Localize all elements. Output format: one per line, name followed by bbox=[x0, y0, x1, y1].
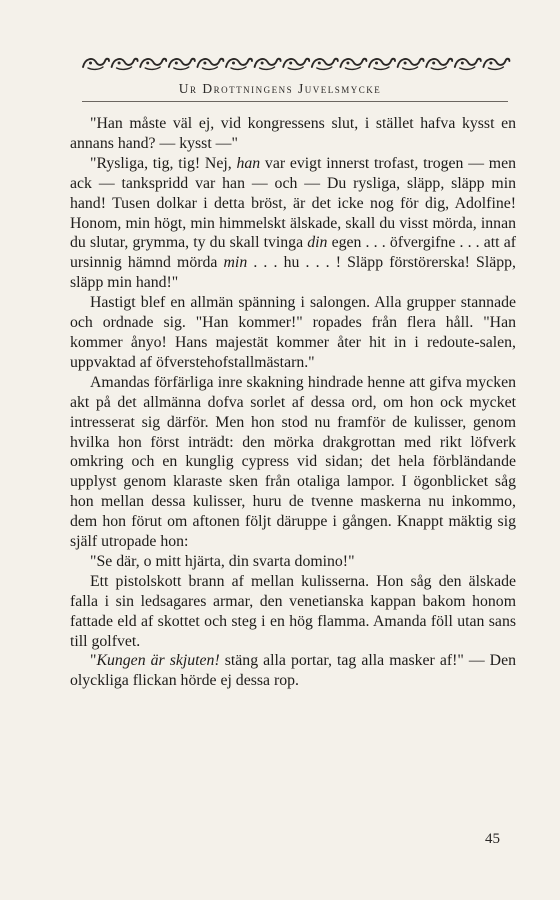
paragraph-2 bbox=[70, 154, 516, 293]
body-text bbox=[70, 114, 516, 691]
paragraph-5 bbox=[70, 552, 516, 572]
text-run: Amandas förfärliga inre skakning hindrade henne att gifva mycken akt på det allmänna dofva sorlet af dessa ord, om hon ock mycket intresserat sig därför. Men hon stod nu framför de kulisser, genom hvilka hon först inträdt: den mörka drakgrottan med rikt löfverk omkring och en kunglig cypress vid sidan; det hela förbländande upplyst genom klaraste sken från otaliga lampor. I ögonblicket såg hon mellan dessa kulisser, huru de tvenne maskerna nu inkommo, dem hon förut om aftonen följt däruppe i gången. Knappt mäktig sig själf utropade hon: bbox=[70, 373, 516, 551]
text-run: "Han måste väl ej, vid kongressens slut, i stället hafva kysst en annans hand? — kysst —" bbox=[70, 115, 516, 152]
text-run: "Rysliga, tig, tig! Nej, bbox=[90, 154, 237, 172]
text-run: Ett pistolskott brann af mellan kulisserna. Hon såg den älskade falla i sin ledsagares armar, den venetianska kappan bakom honom fattade eld af skottet och steg i en hög flamma. Amanda föll utan sans till golfvet. bbox=[70, 572, 516, 650]
italic-text: han bbox=[236, 154, 261, 172]
running-header-title: Ur Drottningens Juvelsmycke bbox=[178, 81, 382, 96]
text-run: " bbox=[90, 652, 97, 670]
paragraph-4 bbox=[70, 373, 516, 552]
text-run: . . . hu . . . ! Släpp förstörerska! Släpp, släpp min hand!" bbox=[70, 254, 516, 292]
header-ornament-border bbox=[82, 55, 514, 71]
italic-text: Kungen är skjuten! bbox=[96, 652, 220, 670]
text-run: Hastigt blef en allmän spänning i salongen. Alla grupper stannade och ordnade sig. "Han kommer!" ropades från flera håll. "Han kommer ånyo! Hans majestät kommer åter hit in i redoute-salen, uppvaktad af öfverstehofstallmästarn." bbox=[70, 294, 516, 371]
text-run: "Se där, o mitt hjärta, din svarta domino!" bbox=[90, 552, 355, 570]
page-number: 45 bbox=[485, 831, 500, 847]
text-run: stäng alla portar, tag alla masker af!" — Den olyckliga flickan hörde ej dessa rop. bbox=[70, 652, 516, 690]
paragraph-7 bbox=[70, 651, 516, 691]
paragraph-1 bbox=[70, 114, 516, 154]
paragraph-6 bbox=[70, 572, 516, 652]
header-rule bbox=[82, 101, 508, 102]
text-run: var evigt innerst trofast, trogen — men ack — tankspridd var han — och — Du rysliga, släpp, släpp min hand! Tusen dolkar i detta bröst, är det icke nog för dig, Adolfine! Honom, min högt, min himmelskt älskade, skall du visst mörda, innan du slutar, grymma, ty du skall tvinga bbox=[70, 154, 516, 252]
paragraph-3 bbox=[70, 293, 516, 373]
italic-text: min bbox=[223, 254, 248, 272]
text-run: egen . . . öfvergifne . . . att af ursinnig hämnd mörda bbox=[70, 234, 516, 272]
italic-text: din bbox=[307, 234, 328, 252]
